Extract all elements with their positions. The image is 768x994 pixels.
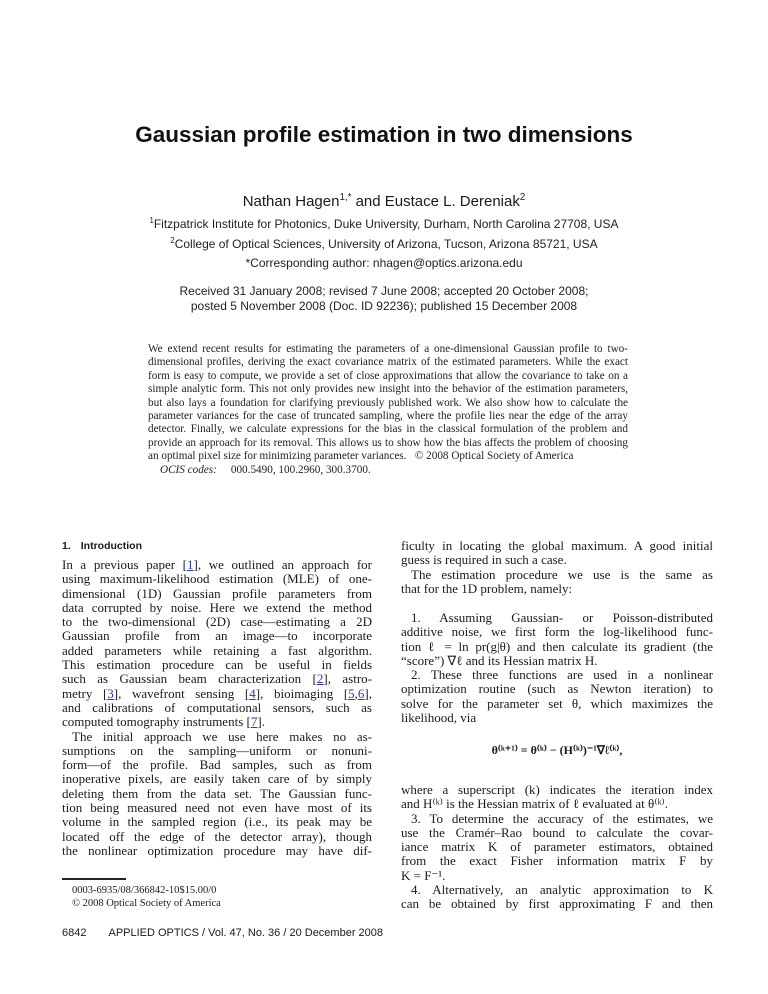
- citation-link[interactable]: 2: [316, 671, 324, 687]
- text-line: to the two-dimensional (2D) case—estimating a 2D: [62, 614, 372, 630]
- left-column: [62, 558, 372, 858]
- text-line: sumptions on the sampling—uniform or nonuni-: [62, 742, 372, 758]
- right-column-part-2: [401, 783, 713, 912]
- text-line: tion ℓ = ln pr(g|θ) and then calculate its gradient (the: [401, 638, 713, 654]
- text-line: and calibrations of computational sensors, such as: [62, 699, 372, 715]
- affiliation-1-text: Fitzpatrick Institute for Photonics, Duke University, Durham, North Carolina 27708, USA: [153, 217, 619, 231]
- text-line: solve for the parameter set θ, which maximizes the: [401, 695, 713, 711]
- text-line: additive noise, we first form the log-likelihood func-: [401, 624, 713, 640]
- text-line: In a previous paper [1], we outlined an approach for: [62, 557, 372, 572]
- page-number: 6842: [62, 927, 87, 939]
- text-line: using maximum-likelihood estimation (MLE) of one-: [62, 571, 372, 587]
- equation-newton-iteration: θ⁽ᵏ⁺¹⁾ = θ⁽ᵏ⁾ − (H⁽ᵏ⁾)⁻¹∇ℓ⁽ᵏ⁾,: [491, 743, 623, 757]
- affiliation-1: [0, 217, 768, 231]
- affiliation-2: [0, 237, 768, 251]
- publication-dates: [0, 284, 768, 314]
- citation-link[interactable]: 7: [250, 714, 258, 730]
- text-line: volume in the sampled region (i.e., its peak may be: [62, 814, 372, 830]
- text-line: where a superscript (k) indicates the iteration index: [401, 782, 713, 797]
- text-line: the nonlinear optimization procedure may have dif-: [62, 842, 372, 858]
- text-line: K = F⁻¹.: [401, 867, 446, 883]
- text-line: tion being measured need not even have most of its: [62, 800, 372, 816]
- text-line: form—of the profile. Bad samples, such as from: [62, 757, 372, 773]
- citation-link[interactable]: 4: [249, 685, 256, 701]
- text-line: can be obtained by first approximating F and then: [401, 896, 713, 912]
- footnote-code: 0003-6935/08/366842-10$15.00/0: [72, 885, 217, 896]
- page-footer: [62, 927, 383, 939]
- right-column-procedure-list: [401, 611, 713, 725]
- ocis-codes: [160, 464, 371, 476]
- abstract: [148, 343, 628, 464]
- footnote-copyright: © 2008 Optical Society of America: [72, 898, 221, 909]
- section-title: Introduction: [80, 540, 143, 552]
- text-line: use the Cramér–Rao bound to calculate the covar-: [401, 824, 713, 840]
- text-line: that for the 1D problem, namely:: [401, 580, 573, 596]
- section-number: 1.: [62, 540, 71, 552]
- text-line: iance matrix K of parameter estimators, obtained: [401, 839, 713, 855]
- text-line: located off the edge of the detector array), though: [62, 828, 372, 844]
- dates-line-2: posted 5 November 2008 (Doc. ID 92236); published 15 December 2008: [190, 299, 578, 313]
- text-line: 4. Alternatively, an analytic approximation to K: [411, 882, 713, 898]
- abstract-copyright: © 2008 Optical Society of America: [414, 450, 574, 463]
- author-1-affiliation: 1,*: [339, 192, 352, 203]
- citation-link[interactable]: 1: [187, 557, 194, 572]
- footnote-divider: [62, 878, 126, 880]
- journal-citation: APPLIED OPTICS / Vol. 47, No. 36 / 20 December 2008: [108, 927, 384, 939]
- text-line: dimensional (1D) Gaussian profile parameters from: [62, 585, 372, 601]
- text-line: 1. Assuming Gaussian- or Poisson-distributed: [411, 610, 713, 625]
- section-heading: [62, 540, 142, 552]
- text-line: 3. To determine the accuracy of the estimates, we: [411, 810, 713, 826]
- right-column-part-1: [401, 539, 713, 596]
- citation-link[interactable]: 6: [357, 685, 365, 701]
- text-line: The initial approach we use here makes no as-: [72, 728, 372, 744]
- ocis-values: 000.5490, 100.2960, 300.3700.: [230, 464, 371, 476]
- text-line: computed tomography instruments [7].: [62, 714, 265, 730]
- dates-line-1: Received 31 January 2008; revised 7 June 2008; accepted 20 October 2008;: [179, 284, 589, 298]
- text-line: ficulty in locating the global maximum. A good initial: [401, 538, 713, 553]
- text-line: from the exact Fisher information matrix F by: [401, 853, 713, 869]
- text-line: This estimation procedure can be useful in fields: [62, 657, 372, 673]
- citation-link[interactable]: 5: [348, 685, 355, 701]
- author-list: [0, 193, 768, 210]
- text-line: inoperative pixels, are easily taken care of by simply: [62, 771, 372, 787]
- citation-link[interactable]: 3: [107, 685, 114, 701]
- text-line: Gaussian profile from an image—to incorporate: [62, 628, 372, 644]
- text-line: guess is required in such a case.: [401, 552, 567, 568]
- text-line: and H⁽ᵏ⁾ is the Hessian matrix of ℓ evaluated at θ⁽ᵏ⁾.: [401, 796, 668, 812]
- text-line: 2. These three functions are used in a nonlinear: [411, 667, 713, 683]
- author-2: and Eustace L. Dereniak: [351, 193, 520, 210]
- ocis-label: OCIS codes:: [160, 464, 217, 476]
- affiliation-2-marker: 2: [170, 236, 175, 245]
- text-line: such as Gaussian beam characterization [2], astro-: [62, 671, 372, 687]
- text-line: likelihood, via: [401, 710, 477, 726]
- text-line: The estimation procedure we use is the same as: [411, 566, 713, 582]
- text-line: data corrupted by noise. Here we extend the method: [62, 599, 372, 615]
- author-2-affiliation: 2: [519, 192, 526, 203]
- affiliation-1-marker: 1: [149, 216, 154, 225]
- affiliation-2-text: College of Optical Sciences, University of Arizona, Tucson, Arizona 85721, USA: [174, 237, 598, 251]
- text-line: deleting them from the data set. The Gaussian func-: [62, 785, 372, 801]
- text-line: optimization routine (such as Newton iteration) to: [401, 681, 713, 697]
- paper-title: Gaussian profile estimation in two dimensions: [135, 122, 633, 147]
- text-line: metry [3], wavefront sensing [4], bioimaging [5,6],: [62, 685, 372, 701]
- text-line: added parameters while retaining a fast algorithm.: [62, 642, 372, 658]
- text-line: “score”) ∇ℓ and its Hessian matrix H.: [401, 652, 598, 668]
- footnote: [72, 884, 221, 910]
- corresponding-author: *Corresponding author: nhagen@optics.arizona.edu: [245, 256, 523, 270]
- author-1: Nathan Hagen: [242, 193, 340, 210]
- abstract-text: We extend recent results for estimating the parameters of a one-dimensional Gaussian profile to two-dimensional profiles, deriving the exact covariance matrix of the estimated parameters. While the exact form is easy to compute, we provide a set of close approximations that allow the covariance to take on a simple analytic form. This not only provides new insight into the behavior of the estimation parameters, but also lays a foundation for clarifying previously published work. We also show how to calculate the parameter variances for the case of truncated sampling, where the profile lies near the edge of the array detector. Finally, we calculate expressions for the bias in the classical formulation of the problem and provide an approach for its removal. This allows us to show how the bias affects the problem of choosing an optimal pixel size for minimizing parameter variances.: [148, 343, 628, 463]
